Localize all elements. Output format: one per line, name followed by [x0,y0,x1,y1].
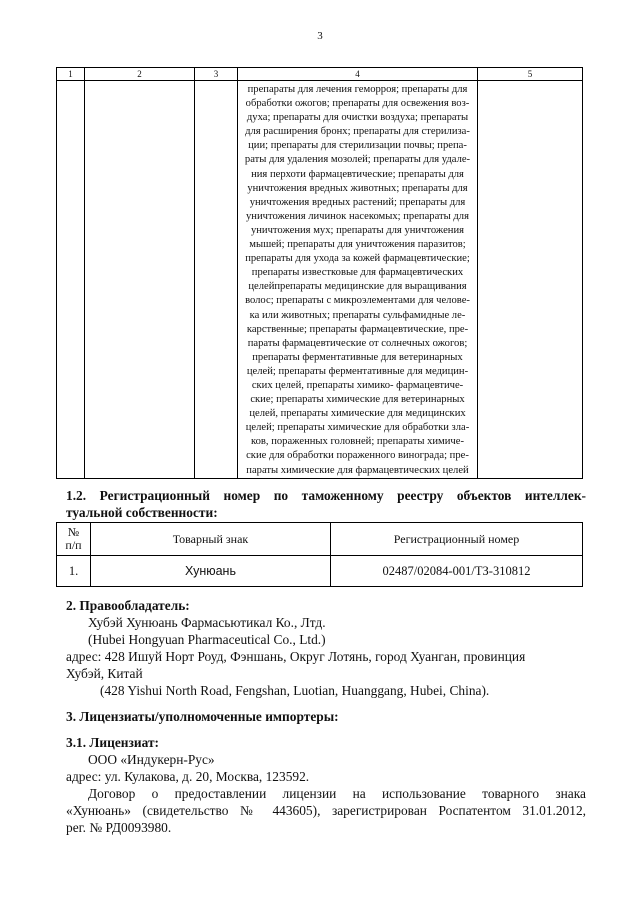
registration-number: 02487/02084-001/ТЗ-310812 [331,556,583,587]
col-header-number-line: № [67,525,80,539]
description-line: целей, препараты химические для медицинских [249,408,466,420]
description-line: параты химические для фармацевтических целей [246,464,469,476]
description-line: уничтожения вредных растений; препараты для [249,196,466,208]
description-line: целейпрепараты медицинские для выращивания [248,281,467,293]
section-3-heading: 3. Лицензиаты/уполномоченные импортеры: [66,709,339,724]
rightholder-address-line: адрес: 428 Ишуй Норт Роуд, Фэншань, Округ Лотянь, город Хуанган, провинция [66,649,526,664]
registration-table-header [57,523,583,556]
description-line: ния перхоти фармацевтические; препараты для [251,168,464,180]
col-header-3: 3 [195,68,238,81]
contract-line: «Хунюань» (свидетельство № 443605), зарегистрирован Роспатентом 31.01.2012, [66,803,586,818]
row-number: 1. [57,556,91,587]
description-line: уничтожения вредных животных; препараты для [247,182,468,194]
col-header-trademark: Товарный знак [91,523,331,556]
rightholder-address-line: Хубэй, Китай [66,666,143,681]
licensee-address: адрес: ул. Кулакова, д. 20, Москва, 123592. [66,769,310,784]
col-header-reg-number: Регистрационный номер [331,523,583,556]
trademark-name: Хунюань [91,556,331,587]
rightholder-name-en: (Hubei Hongyuan Pharmaceutical Co., Ltd.) [88,632,326,647]
description-line: ские для обработки пораженного винограда; пре- [246,450,469,462]
goods-description [238,81,478,479]
rightholder-name-ru: Хубэй Хунюань Фармасьютикал Ко., Лтд. [88,615,326,630]
col-header-1: 1 [57,68,85,81]
rightholder-address-en: (428 Yishui North Road, Fengshan, Luotian, Huanggang, Hubei, China). [100,683,490,698]
registration-table [56,522,583,587]
col-header-5: 5 [478,68,583,81]
description-line: целей; препараты химические для обработки зла- [245,422,470,434]
description-line: для расширения бронх; препараты для стерилиза- [245,126,470,138]
cell-empty [478,81,583,479]
description-line: ские; препараты химические для ветеринарных [250,394,465,406]
description-line: препараты известковые для фармацевтических [251,267,464,279]
description-line: препараты для ухода за кожей фармацевтические; [245,253,470,265]
section-2-heading: 2. Правообладатель: [66,598,190,613]
description-line: духа; препараты для очистки воздуха; препараты [246,112,469,124]
cell-empty [85,81,195,479]
goods-table [56,67,583,479]
section-1-2-heading-line: туальной собственности: [66,505,218,520]
description-line: карственные; препараты фармацевтические, пре- [246,323,469,335]
description-line: ции; препараты для стерилизации почвы; препа- [248,140,467,152]
col-header-4: 4 [238,68,478,81]
description-line: раты для удаления мозолей; препараты для удале- [244,154,471,166]
col-header-number-line: п/п [65,538,82,552]
section-1-2-heading [66,487,586,521]
licensee-name: ООО «Индукерн-Рус» [88,752,215,767]
section-1-2-heading-line: 1.2. Регистрационный номер по таможенному реестру объектов интеллек- [66,488,586,503]
col-header-number [57,523,91,556]
description-line: целей; препараты ферментативные для медицин- [246,365,469,377]
license-contract-paragraph [66,785,586,836]
section-3-1-heading: 3.1. Лицензиат: [66,735,159,750]
description-line: ков, пораженных головней; препараты химиче- [251,436,464,448]
description-line: препараты ферментативные для ветеринарных [252,351,463,363]
goods-table-header [57,68,583,81]
description-line: уничтожения личинок насекомых; препараты для [246,210,469,222]
cell-empty [195,81,238,479]
table-row [57,81,583,479]
col-header-2: 2 [85,68,195,81]
description-line: мышей; препараты для уничтожения паразитов; [249,239,466,251]
description-line: ка или животных; препараты сульфамидные ле- [249,309,466,321]
description-line: ских целей, препараты химико- фармацевтиче- [251,379,464,391]
contract-line: рег. № РД0093980. [66,820,172,835]
description-line: уничтожения мух; препараты для уничтожения [250,224,465,236]
cell-empty [57,81,85,479]
description-line: препараты для лечения геморроя; препараты для [247,84,468,95]
description-line: волос; препараты с микроэлементами для челове- [245,295,470,307]
table-row [57,556,583,587]
page-number: 3 [317,30,323,42]
description-line: обработки ожогов; препараты для освежения воз- [245,98,470,110]
contract-line: Договор о предоставлении лицензии на использование товарного знака [88,786,586,801]
description-line: параты фармацевтические от солнечных ожогов; [247,337,468,349]
